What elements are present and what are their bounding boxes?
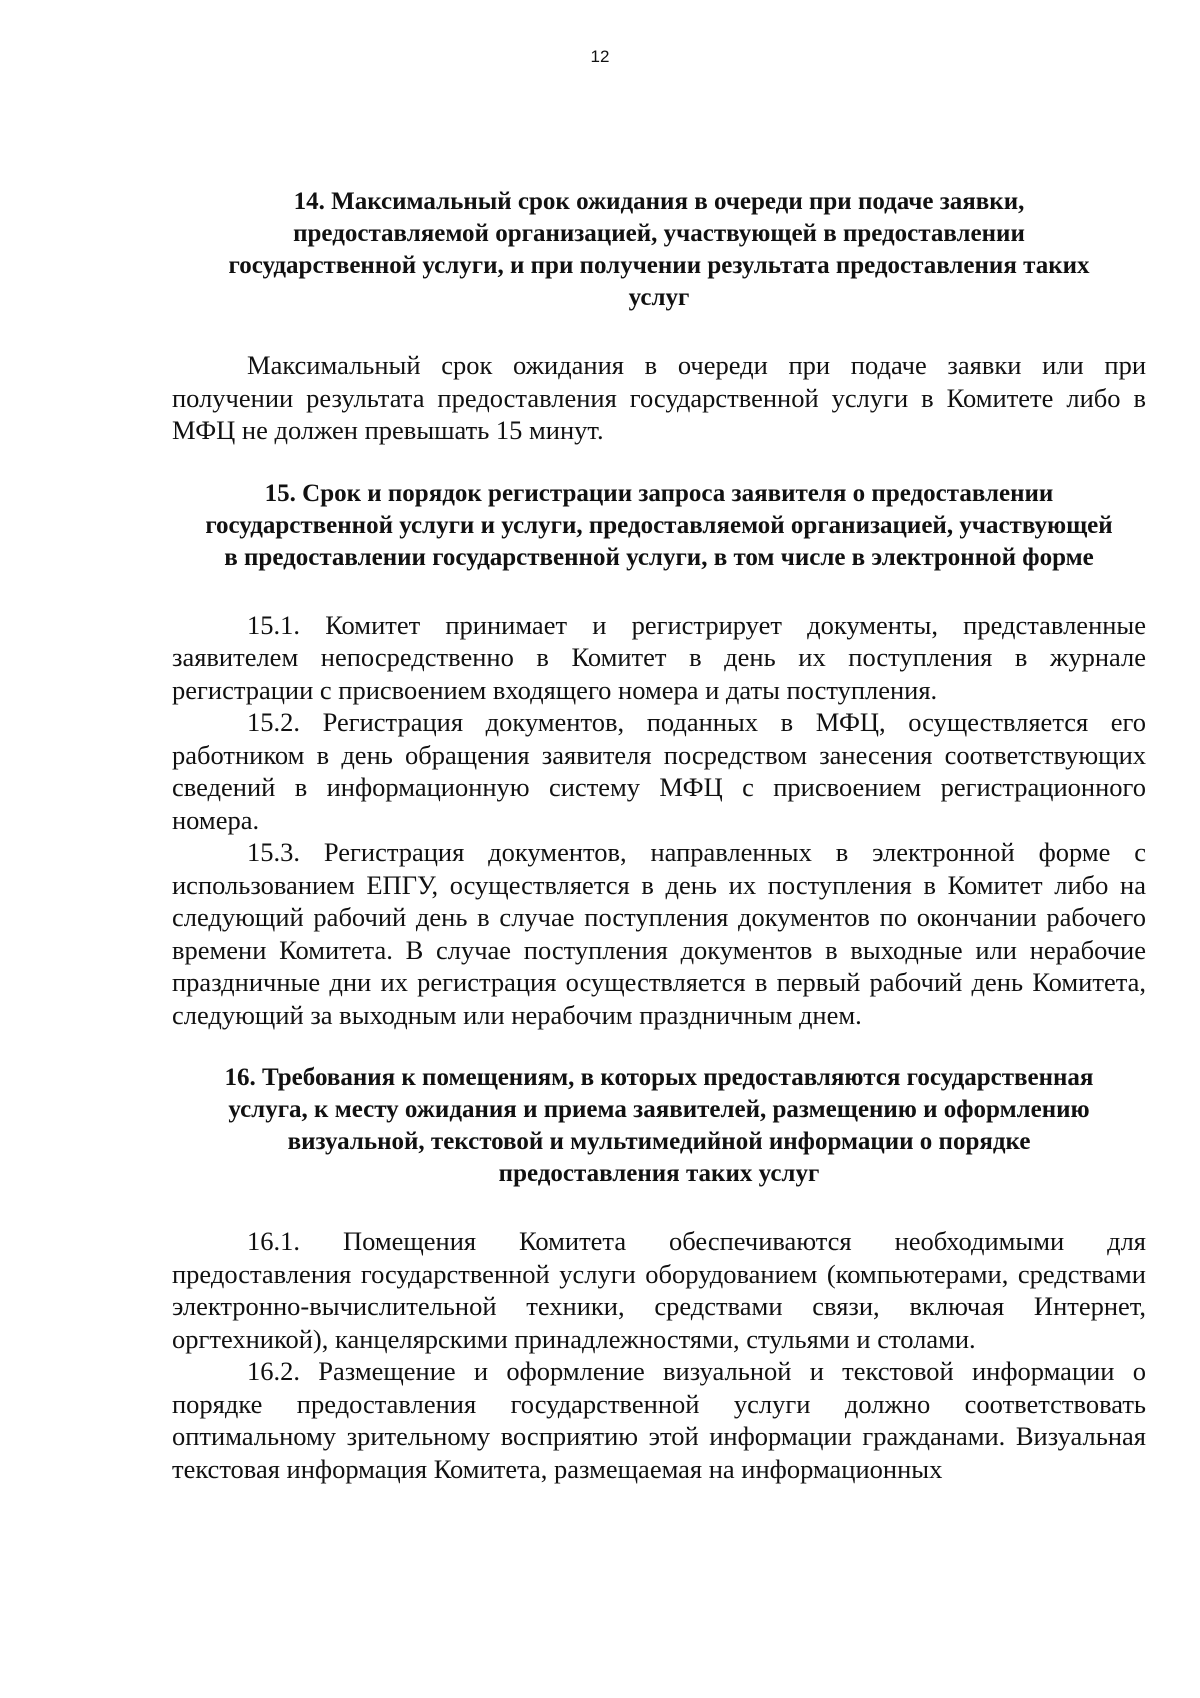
section-heading-15: 15. Срок и порядок регистрации запроса заявителя о предоставлении государственной услуги и услуги, предоставляемой организацией, участвующей в предоставлении государственной услуги, в том числе в электронной форме xyxy=(205,479,1113,571)
paragraph: 15.1. Комитет принимает и регистрирует документы, представленные заявителем непосредственно в Комитет в день их поступления в журнале регистрации с присвоением входящего номера и даты поступления. xyxy=(172,609,1146,705)
paragraph: 16.1. Помещения Комитета обеспечиваются необходимыми для предоставления государственной услуги оборудованием (компьютерами, средствами электронно-вычислительной техники, средствами связи, включая Интернет, оргтехникой), канцелярскими принадлежностями, стульями и столами. xyxy=(172,1226,1146,1354)
document-body xyxy=(172,186,1146,1485)
section-heading-14: 14. Максимальный срок ожидания в очереди при подаче заявки, предоставляемой организацией, участвующей в предоставлении государственной услуги, и при получении результата предоставления таких услуг xyxy=(228,188,1090,311)
paragraph: 16.2. Размещение и оформление визуальной и текстовой информации о порядке предоставления государственной услуги должно соответствовать оптимальному зрительному восприятию этой информации гражданами. Визуальная текстовая информация Комитета, размещаемая на информационных xyxy=(172,1356,1146,1484)
section-14 xyxy=(172,186,1146,447)
paragraph: 15.2. Регистрация документов, поданных в МФЦ, осуществляется его работником в день обращения заявителя посредством занесения соответствующих сведений в информационную систему МФЦ с присвоением регистрационного номера. xyxy=(172,707,1146,835)
paragraph: 15.3. Регистрация документов, направленных в электронной форме с использованием ЕПГУ, осуществляется в день их поступления в Комитет либо на следующий рабочий день в случае поступления документов по окончании рабочего времени Комитета. В случае поступления документов в выходные или нерабочие праздничные дни их регистрация осуществляется в первый рабочий день Комитета, следующий за выходным или нерабочим праздничным днем. xyxy=(172,837,1146,1030)
section-16 xyxy=(172,1062,1146,1485)
section-15 xyxy=(172,478,1146,1032)
page-number: 12 xyxy=(590,47,610,66)
section-heading-16: 16. Требования к помещениям, в которых предоставляются государственная услуга, к месту ожидания и приема заявителей, размещению и оформлению визуальной, текстовой и мультимедийной информации о порядке предоставления таких услуг xyxy=(224,1064,1094,1187)
paragraph: Максимальный срок ожидания в очереди при подаче заявки или при получении результата предоставления государственной услуги в Комитете либо в МФЦ не должен превышать 15 минут. xyxy=(172,350,1146,445)
